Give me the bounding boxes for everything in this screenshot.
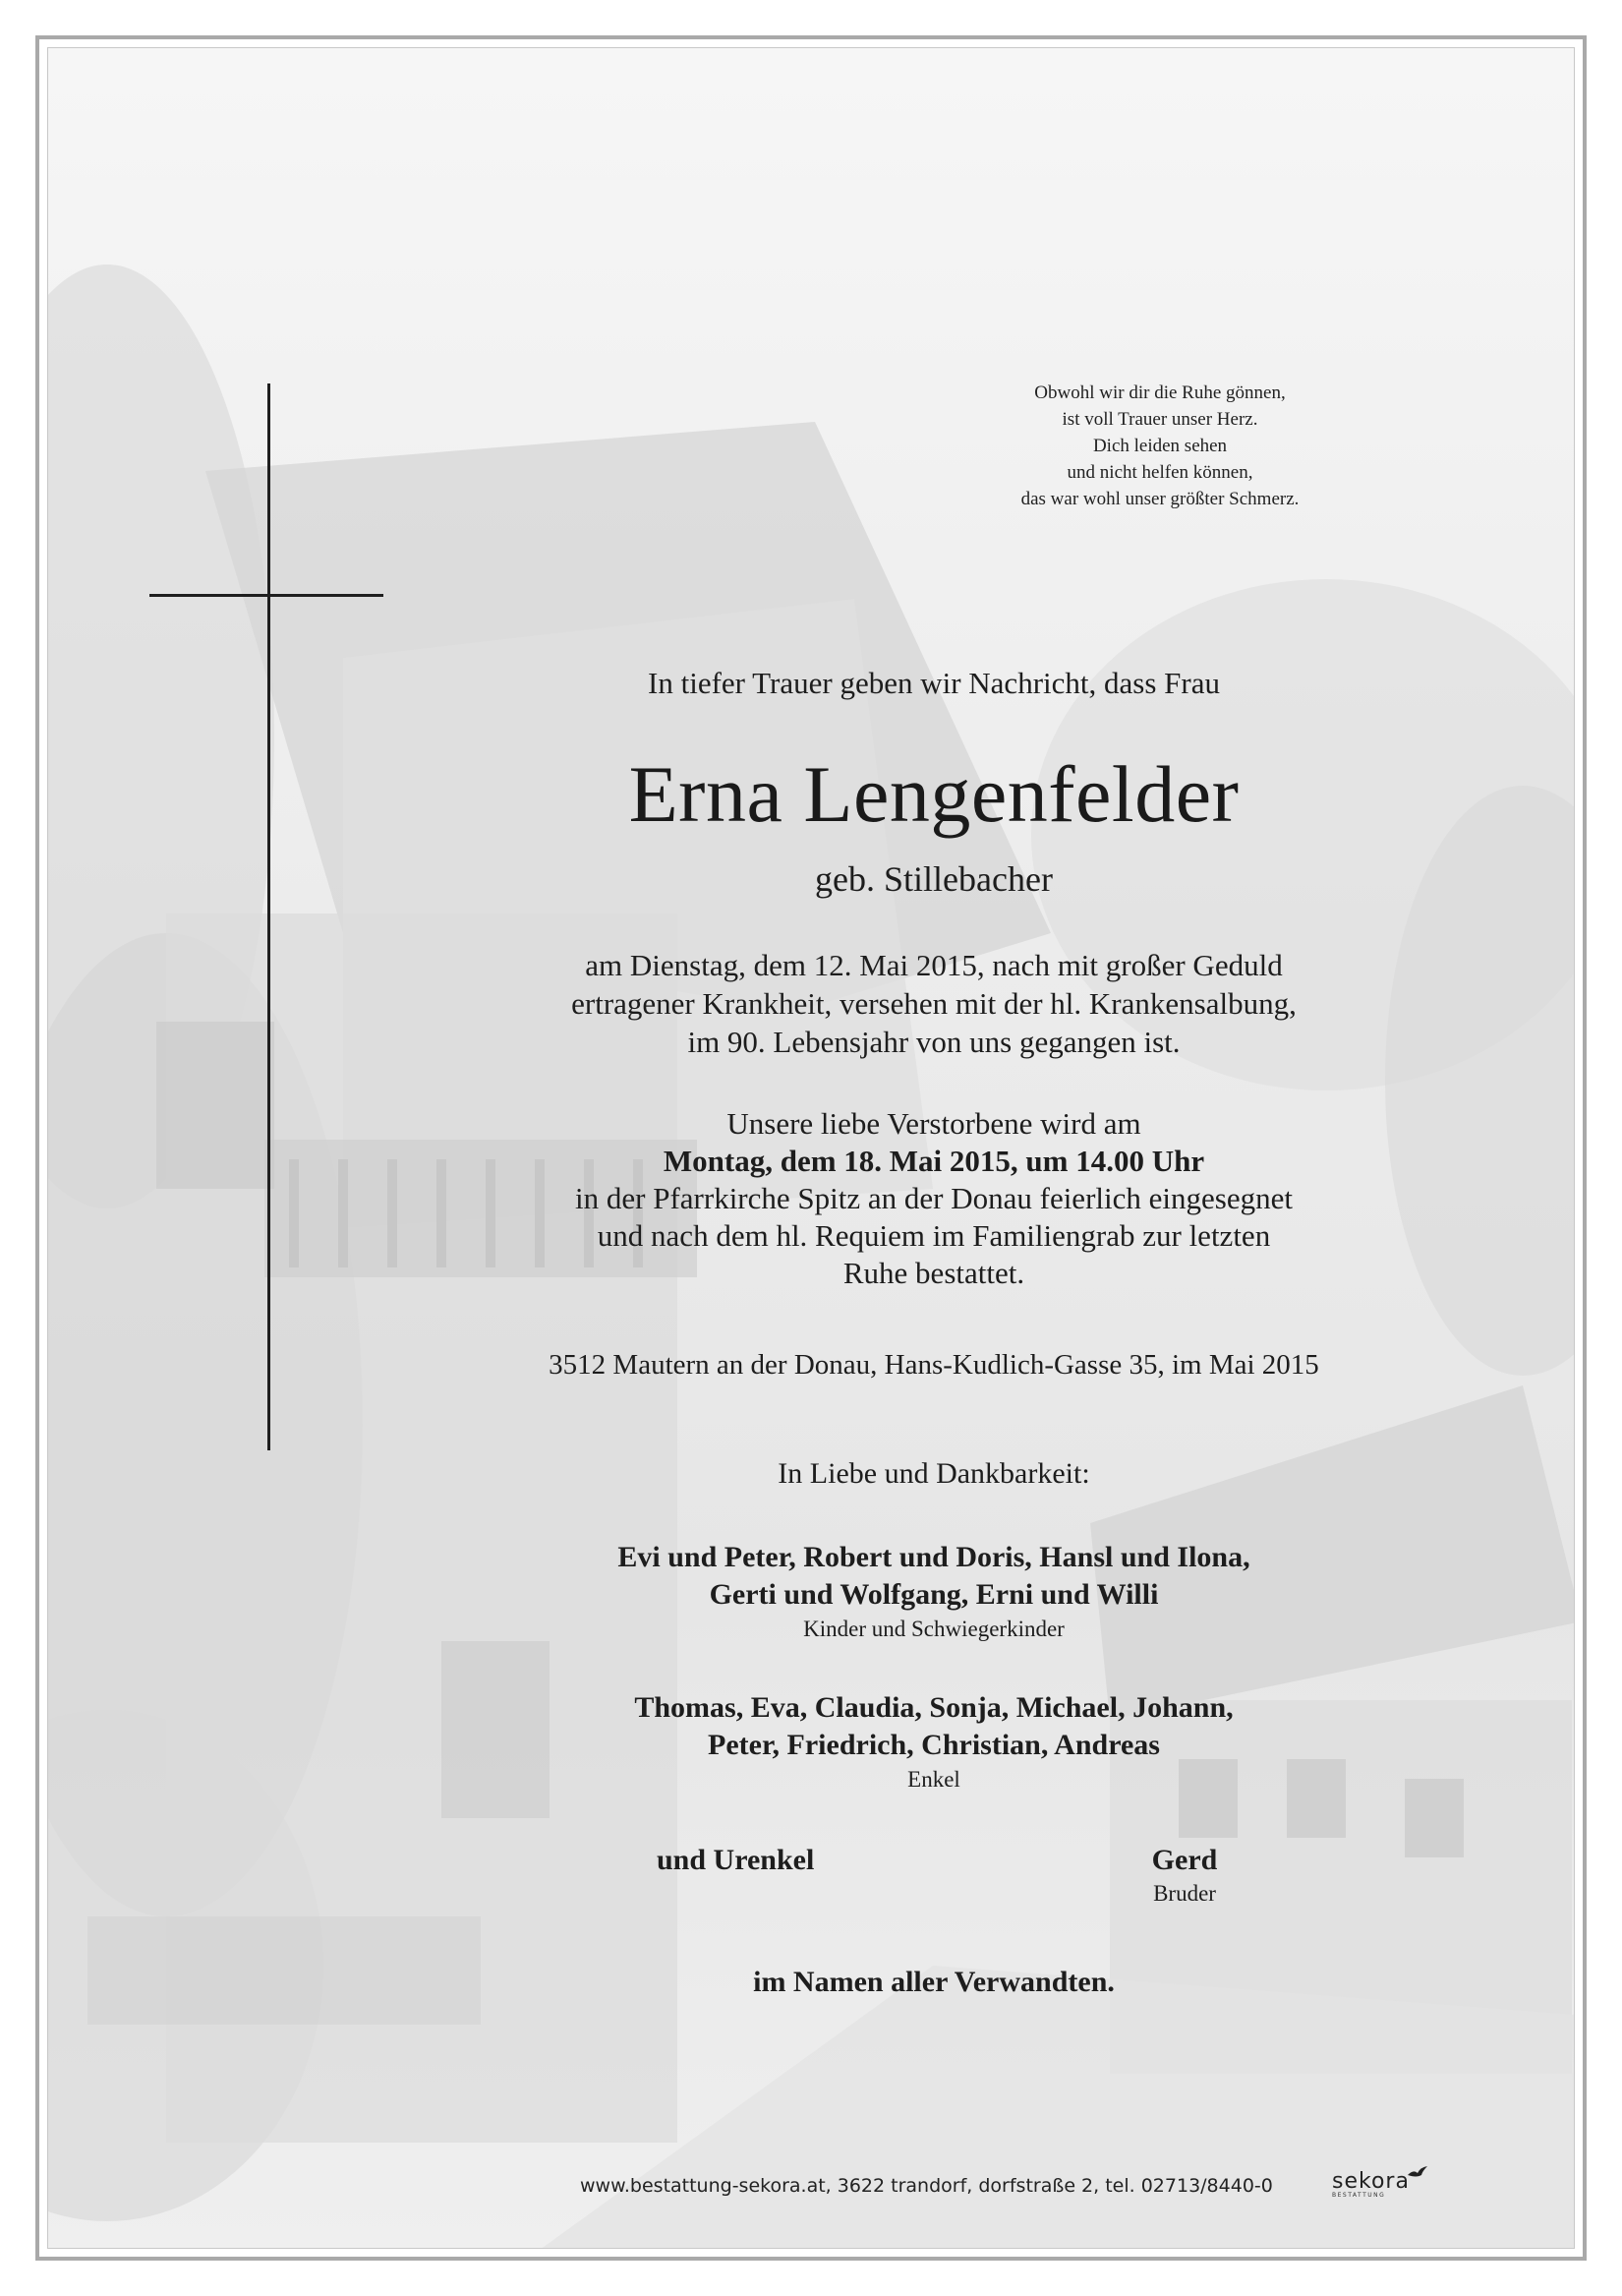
children-line: Evi und Peter, Robert und Doris, Hansl und Ilona, [617, 1541, 1250, 1573]
brother-block [1116, 1842, 1253, 1909]
funeral-date: Montag, dem 18. Mai 2015, um 14.00 Uhr [663, 1144, 1205, 1178]
grandchildren-role: Enkel [907, 1767, 960, 1792]
poem-line: Obwohl wir dir die Ruhe gönnen, [1034, 383, 1286, 403]
cross-horizontal-bar [149, 594, 383, 597]
maiden-name: geb. Stillebacher [815, 859, 1053, 899]
funeral-line: Unsere liebe Verstorbene wird am [726, 1106, 1141, 1141]
poem-line: ist voll Trauer unser Herz. [1062, 409, 1258, 430]
grandchildren-line: Thomas, Eva, Claudia, Sonja, Michael, Johann, [634, 1691, 1234, 1724]
funeral-line: und nach dem hl. Requiem im Familiengrab zur letzten [597, 1218, 1271, 1253]
funeral-line: in der Pfarrkirche Spitz an der Donau feierlich eingesegnet [575, 1181, 1293, 1215]
children-names [393, 1539, 1475, 1614]
great-grandchildren: und Urenkel [657, 1844, 815, 1876]
closing-line: im Namen aller Verwandten. [753, 1966, 1115, 1998]
sekora-logo [1332, 2169, 1440, 2218]
bird-icon [1407, 2165, 1428, 2179]
death-announcement [393, 946, 1475, 1061]
grandchildren-names [393, 1689, 1475, 1764]
address-line: 3512 Mautern an der Donau, Hans-Kudlich-Gasse 35, im Mai 2015 [549, 1349, 1319, 1381]
death-line: im 90. Lebensjahr von uns gegangen ist. [687, 1025, 1181, 1059]
poem-line: Dich leiden sehen [1092, 436, 1228, 456]
memorial-poem [914, 380, 1406, 512]
death-line: ertragener Krankheit, versehen mit der hl. Krankensalbung, [571, 986, 1297, 1021]
brother-name: Gerd [1151, 1844, 1218, 1876]
deceased-name: Erna Lengenfelder [628, 749, 1240, 839]
poem-line: das war wohl unser größter Schmerz. [1020, 489, 1300, 509]
logo-subtitle: BESTATTUNG [1332, 2192, 1386, 2199]
intro-text: In tiefer Trauer geben wir Nachricht, dass Frau [648, 666, 1220, 700]
children-line: Gerti und Wolfgang, Erni und Willi [709, 1578, 1159, 1611]
funeral-line: Ruhe bestattet. [842, 1256, 1025, 1290]
brother-role: Bruder [1153, 1881, 1216, 1906]
funeral-details [393, 1105, 1475, 1292]
poem-line: und nicht helfen können, [1067, 462, 1253, 483]
children-role: Kinder und Schwiegerkinder [803, 1617, 1065, 1641]
death-line: am Dienstag, dem 12. Mai 2015, nach mit großer Geduld [585, 948, 1283, 982]
logo-wordmark: sekora [1332, 2169, 1410, 2194]
footer-contact: www.bestattung-sekora.at, 3622 trandorf, dorfstraße 2, tel. 02713/8440-0 [580, 2175, 1273, 2197]
grandchildren-line: Peter, Friedrich, Christian, Andreas [708, 1729, 1160, 1761]
mourners-heading: In Liebe und Dankbarkeit: [778, 1457, 1090, 1490]
cross-vertical-bar [267, 383, 270, 1450]
